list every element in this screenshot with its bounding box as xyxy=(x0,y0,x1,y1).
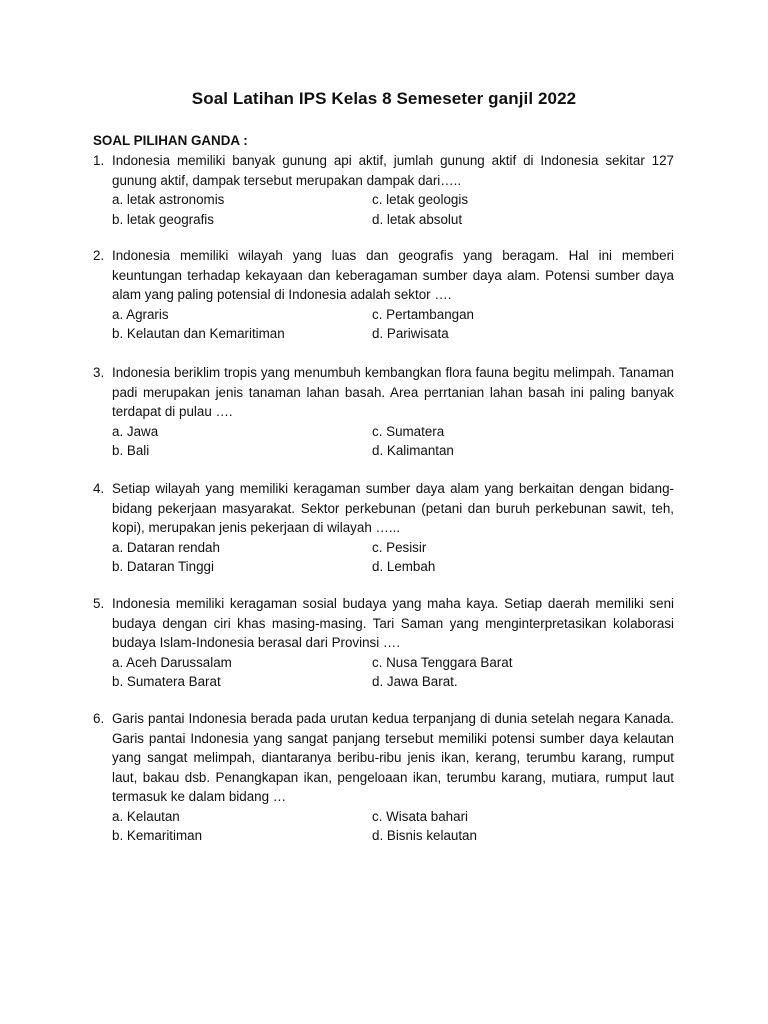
option-d: d. Pariwisata xyxy=(372,326,449,341)
answer-options xyxy=(112,538,674,577)
question-text: Indonesia beriklim tropis yang menumbuh kembangkan flora fauna begitu melimpah. Tanaman padi merupakan jenis tanaman lahan basah. Area perrtanian lahan basah ini paling banyak terdapat di pulau …. xyxy=(112,365,674,419)
option-a: a. Kelautan xyxy=(112,808,180,824)
option-c: c. Nusa Tenggara Barat xyxy=(372,654,513,670)
question-number: 1. xyxy=(93,153,105,168)
answer-options xyxy=(112,190,674,229)
option-b: b. Kemaritiman xyxy=(112,828,203,843)
answer-options xyxy=(112,422,674,461)
question-2 xyxy=(93,246,674,344)
option-b: b. Dataran Tinggi xyxy=(112,559,214,574)
question-number: 3. xyxy=(93,365,105,380)
option-c: c. Pesisir xyxy=(372,539,427,555)
option-a: a. Aceh Darussalam xyxy=(112,654,232,670)
option-a: a. letak astronomis xyxy=(112,192,225,207)
question-text: Garis pantai Indonesia berada pada urutan kedua terpanjang di dunia setelah negara Kanada. Garis pantai Indonesia yang sangat panjang tersebut memiliki potensi sumber daya kelautan yang sangat melimpah, diantaranya beribu-ribu jenis ikan, kerang, terumbu karang, rumput laut, bakau dsb. Penangkapan ikan, pengeloaan ikan, terumbu karang, mutiara, rumput laut termasuk ke dalam bidang … xyxy=(112,711,674,804)
section-heading: SOAL PILIHAN GANDA : xyxy=(93,133,248,148)
question-text: Indonesia memiliki wilayah yang luas dan geografis yang beragam. Hal ini memberi keuntungan terhadap kekayaan dan keberagaman sumber daya alam. Potensi sumber daya alam yang paling potensial di Indonesia adalah sektor …. xyxy=(112,248,674,302)
option-c: c. Sumatera xyxy=(372,423,445,439)
option-a: a. Agraris xyxy=(112,306,169,322)
question-number: 2. xyxy=(93,248,105,263)
question-text: Setiap wilayah yang memiliki keragaman sumber daya alam yang berkaitan dengan bidang-bidang pekerjaan masyarakat. Sektor perkebunan (petani dan buruh perkebunan sawit, teh, kopi), merupakan jenis pekerjaan di wilayah …... xyxy=(112,481,674,535)
option-c: c. Pertambangan xyxy=(372,306,474,322)
option-d: d. Lembah xyxy=(372,559,436,574)
option-b: b. letak geografis xyxy=(112,211,214,227)
option-d: d. Jawa Barat. xyxy=(372,674,458,689)
question-5 xyxy=(93,594,674,692)
question-number: 6. xyxy=(93,711,105,726)
question-number: 4. xyxy=(93,481,105,496)
answer-options xyxy=(112,653,674,692)
option-b: b. Bali xyxy=(112,443,150,458)
option-b: b. Kelautan dan Kemaritiman xyxy=(112,326,285,341)
option-a: a. Dataran rendah xyxy=(112,539,220,555)
question-1 xyxy=(93,151,674,229)
question-3 xyxy=(93,363,674,461)
page-title: Soal Latihan IPS Kelas 8 Semeseter ganjil 2022 xyxy=(191,89,577,108)
option-a: a. Jawa xyxy=(112,423,159,439)
option-b: b. Sumatera Barat xyxy=(112,674,221,689)
question-text: Indonesia memiliki keragaman sosial budaya yang maha kaya. Setiap daerah memiliki seni budaya dengan ciri khas masing-masing. Tari Saman yang menginterpretasikan kolaborasi budaya Islam-Indonesia berasal dari Provinsi …. xyxy=(112,596,674,650)
question-6 xyxy=(93,709,674,846)
option-d: d. letak absolut xyxy=(372,211,463,227)
option-c: c. letak geologis xyxy=(372,192,469,207)
option-c: c. Wisata bahari xyxy=(372,808,469,824)
question-4 xyxy=(93,479,674,577)
answer-options xyxy=(112,807,674,846)
option-d: d. Bisnis kelautan xyxy=(372,828,477,843)
answer-options xyxy=(112,305,674,344)
option-d: d. Kalimantan xyxy=(372,443,454,458)
question-number: 5. xyxy=(93,596,105,611)
question-text: Indonesia memiliki banyak gunung api aktif, jumlah gunung aktif di Indonesia sekitar 127 gunung aktif, dampak tersebut merupakan dampak dari….. xyxy=(112,153,674,188)
